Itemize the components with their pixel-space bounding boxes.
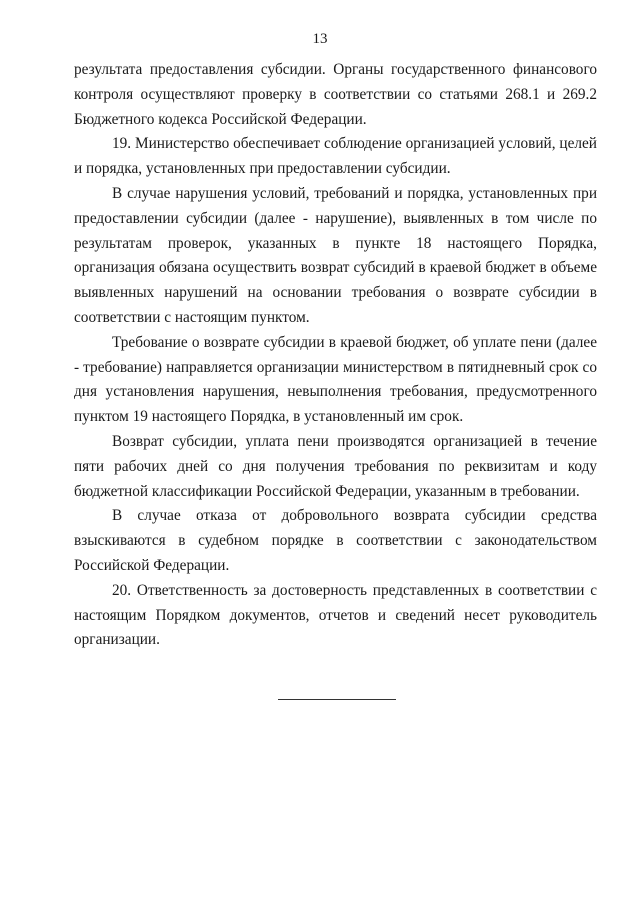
- paragraph-item-19: 19. Министерство обеспечивает соблюдение организацией условий, целей и порядка, установленных при предоставлении субсидии.: [74, 135, 597, 178]
- paragraph-refund: Возврат субсидии, уплата пени производятся организацией в течение пяти рабочих дней со дня получения требования по реквизитам и коду бюджетной классификации Российской Федерации, указанным в требовании.: [74, 432, 597, 500]
- paragraph-requirement: Требование о возврате субсидии в краевой бюджет, об уплате пени (далее - требование) направляется организации министерством в пятидневный срок со дня установления нарушения, невыполнения требования, предусмотренного пунктом 19 настоящего Порядка, в установленный им срок.: [74, 333, 597, 426]
- page-number: 13: [312, 31, 328, 47]
- paragraph-violation: В случае нарушения условий, требований и порядка, установленных при предоставлении субсидии (далее - нарушение), выявленных в том числе по результатам проверок, указанных в пункте 18 настоящего Порядка, организация обязана осуществить возврат субсидий в краевой бюджет в объеме выявленных нарушений на основании требования о возврате субсидии в соответствии с настоящим пунктом.: [74, 184, 597, 326]
- document-body: [74, 58, 597, 653]
- paragraph-continuation: результата предоставления субсидии. Органы государственного финансового контроля осуществляют проверку в соответствии со статьями 268.1 и 269.2 Бюджетного кодекса Российской Федерации.: [74, 61, 597, 128]
- paragraph-refusal: В случае отказа от добровольного возврата субсидии средства взыскиваются в судебном порядке в соответствии с законодательством Российской Федерации.: [74, 507, 597, 574]
- paragraph-item-20: 20. Ответственность за достоверность представленных в соответствии с настоящим Порядком документов, отчетов и сведений несет руководитель организации.: [74, 581, 597, 649]
- end-divider: [278, 699, 396, 700]
